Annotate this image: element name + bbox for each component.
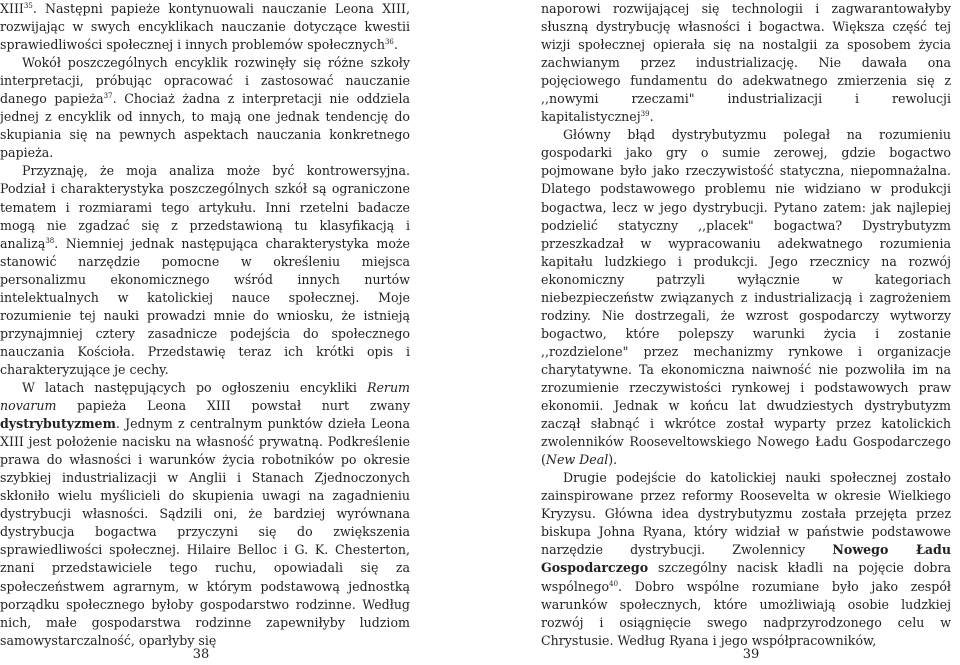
left-page-text	[0, 0, 410, 650]
text-run: . Następni papieże kontynuowali nauczanie Leona XIII, rozwijając w swych encyklikach nauczanie dotyczące kwestii sprawiedliwości społecznej i innych problemów społecznych	[0, 1, 410, 53]
text-run: . Jednym z centralnym punktów dzieła Leona XIII jest położenie nacisku na własność prywatną. Podkreślenie prawa do własności i warunków życia robotników po okresie szybkiej industrializacji w Anglii i Stanach Zjednoczonych skłoniło wielu myślicieli do skupienia uwagi na zagadnieniu dystrybucji własności. Sądzili oni, że bardziej wyrównana dystrybucja bogactwa przyczyni się do zwiększenia sprawiedliwości społecznej. Hilaire Belloc i G. K. Chesterton, znani przedstawiciele tego ruchu, opowiadali się za społeczeństwem agrarnym, w którym podstawową jednostką porządku społecznego byłoby gospodarstwo rodzinne. Według nich, małe gospodarstwa rodzinne zapewniłyby ludziom samowystarczalność, oparłyby się	[0, 416, 410, 648]
footnote-ref: 36	[384, 37, 394, 46]
right-page-text	[541, 0, 951, 650]
text-run: papieża Leona XIII powstał nurt zwany	[56, 398, 410, 414]
text-run: XIII	[0, 1, 24, 16]
footnote-ref: 38	[45, 236, 55, 245]
paragraph	[0, 162, 410, 379]
footnote-ref: 39	[640, 110, 650, 119]
italic-term: New Deal	[545, 452, 609, 468]
text-run: Wokół poszczególnych encyklik rozwinęły się różne szkoły interpretacji, próbując opracować i zastosować nauczanie danego papieża	[0, 55, 410, 107]
paragraph	[541, 0, 951, 126]
footnote-ref: 37	[103, 92, 113, 101]
text-run: W latach następujących po ogłoszeniu encykliki	[22, 379, 367, 395]
text-run: naporowi rozwijającej się technologii i zagwarantowałyby słuszną dystrybucję własności i bogactwa. Większa część tej wizji społecznej opierała się na nostalgii za sposobem życia zachwianym przez industrializację. Nie dawała ona pojęciowego fundamentu do adekwatnego zmierzenia się z ,,nowymi rzeczami" industrializacji i rewolucji kapitalistycznej	[541, 1, 951, 125]
text-run: .	[649, 109, 654, 125]
footnote-ref: 40	[609, 579, 619, 588]
text-run: . Dobro wspólne rozumiane było jako zespół warunków społecznych, które umożliwiają osobie ludzkiej rozwój i osiągnięcie swego nadprzyrodzonego celu w Chrystusie. Według Ryana i jego współpracowników,	[541, 578, 951, 648]
paragraph	[541, 469, 951, 649]
page-number-right: 39	[742, 647, 760, 662]
paragraph	[0, 54, 410, 162]
text-run: Drugie podejście do katolickiej nauki społecznej zostało zainspirowane przez reformy Roosevelta w okresie Wielkiego Kryzysu. Główna idea dystrybutyzmu została przejęta przez biskupa Johna Ryana, który widział w państwie podstawowe narzędzie dystrybucji. Zwolennicy	[541, 470, 951, 558]
bold-term: Nowego Ładu Gospodarczego	[541, 542, 952, 576]
text-run: szczególny nacisk kładli na pojęcie dobra wspólnego	[541, 560, 951, 594]
paragraph	[0, 0, 410, 54]
text-run: ).	[608, 452, 618, 468]
paragraph	[541, 126, 951, 469]
text-run: .	[393, 37, 398, 53]
bold-term: dystrybutyzmem	[0, 416, 116, 432]
footnote-ref: 35	[23, 1, 33, 10]
paragraph	[0, 379, 410, 650]
italic-term: Rerum novarum	[0, 379, 410, 414]
text-run: Główny błąd dystrybutyzmu polegał na rozumieniu gospodarki jako gry o sumie zerowej, gdzie bogactwo pojmowane było jako rzeczywistość statyczna, niepomnażalna. Dlatego podstawowego problemu nie widziano w produkcji bogactwa, lecz w jego dystrybucji. Pytano zatem: jak najlepiej podzielić statyczny ,,placek" bogactwa? Dystrybutyzm przeszkadzał w wypracowaniu adekwatnego rozumienia kapitału ludzkiego i produkcji. Jego rzecznicy na rozwój ekonomiczny patrzyli wyłącznie w kategoriach niebezpieczeństw związanych z industrializacją i zagrożeniem rodziny. Nie dostrzegali, że wzrost gospodarczy wytworzy bogactwo, które polepszy warunki życia i zostanie ,,rozdzielone" przez mechanizmy rynkowe i organizacje charytatywne. Ta ekonomiczna naiwność nie pozwoliła im na zrozumienie rzeczywistości rynkowej i podstawowych praw ekonomii. Jednak w końcu lat dwudziestych dystrybutyzm zaczął słabnąć i wkrótce został wyparty przez katolickich zwolenników Rooseveltowskiego Nowego Ładu Gospodarczego (	[541, 127, 951, 468]
text-run: . Niemniej jednak następująca charakterystyka może stanowić narzędzie pomocne w określeniu miejsca personalizmu ekonomicznego wśród innych nurtów intelektualnych w katolickiej nauce społecznej. Moje rozumienie tej nauki prowadzi mnie do wniosku, że istnieją przynajmniej cztery zasadnicze podejścia do społecznego nauczania Kościoła. Przedstawię teraz ich krótki opis i charakteryzujące je cechy.	[0, 235, 410, 377]
left-page	[0, 0, 410, 665]
text-run: Przyznaję, że moja analiza może być kontrowersyjna. Podział i charakterystyka poszczególnych szkół są ograniczone tematem i rozmiarami tego artykułu. Inni rzetelni badacze mogą nie zgadzać się z przedstawioną tu klasyfikacją i analizą	[0, 163, 410, 251]
page-number-left: 38	[192, 647, 210, 662]
text-run: . Chociaż żadna z interpretacji nie oddziela jednej z encyklik od innych, to mają one jednak tendencję do skupiania się na pewnych aspektach nauczania konkretnego papieża.	[0, 91, 410, 161]
right-page	[541, 0, 951, 665]
